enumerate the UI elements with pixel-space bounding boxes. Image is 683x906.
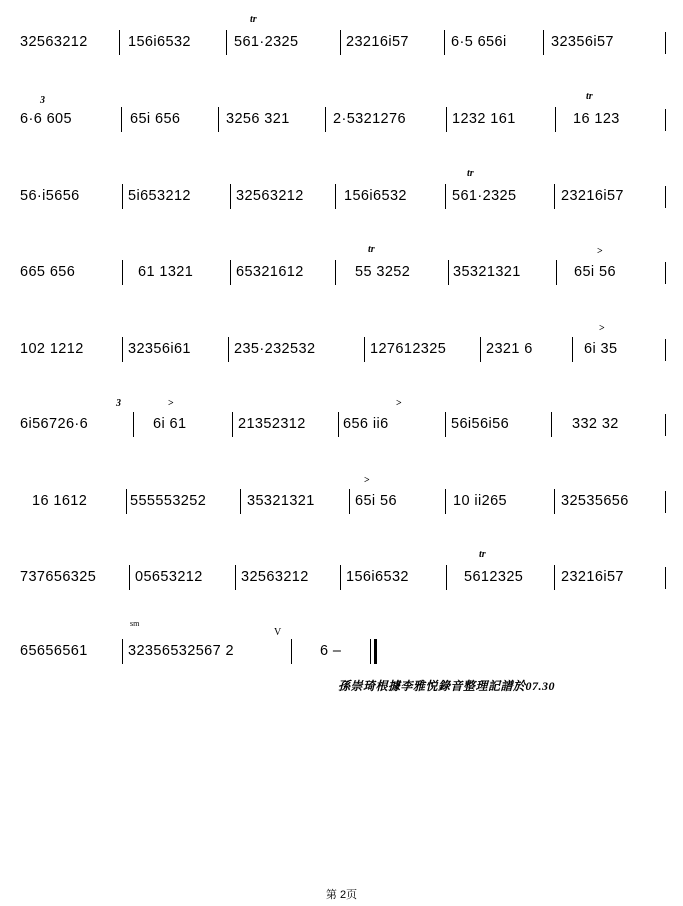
staff-line-1	[18, 14, 666, 58]
staff-line-4	[18, 244, 666, 288]
measure: 32356532567 2	[128, 643, 234, 659]
barline	[325, 107, 326, 132]
final-barline	[374, 639, 377, 664]
barline	[122, 639, 123, 664]
barline	[338, 412, 339, 437]
barline	[119, 30, 120, 55]
measure: 35321321	[453, 264, 521, 280]
barline	[572, 337, 573, 362]
barline	[230, 260, 231, 285]
barline	[340, 565, 341, 590]
measure: 156i6532	[346, 569, 409, 585]
measure: 32356i57	[551, 34, 614, 50]
measure: 23216i57	[561, 569, 624, 585]
line-end-barline	[665, 109, 666, 131]
staff-line-3	[18, 168, 666, 212]
measure: 32356i61	[128, 341, 191, 357]
triplet-mark: 3	[40, 95, 45, 106]
measure: 665 656	[20, 264, 76, 280]
barline	[554, 565, 555, 590]
measure: 5612325	[464, 569, 524, 585]
measure: 05653212	[135, 569, 203, 585]
barline	[448, 260, 449, 285]
measure: 65i 56	[355, 493, 397, 509]
line-end-barline	[665, 339, 666, 361]
measure: 16 1612	[32, 493, 88, 509]
barline	[240, 489, 241, 514]
trill-mark: tr	[368, 244, 375, 255]
staff-line-2	[18, 91, 666, 135]
measure: 156i6532	[344, 188, 407, 204]
measure: 235·232532	[234, 341, 316, 357]
barline	[554, 184, 555, 209]
barline	[122, 337, 123, 362]
breath-mark: V	[274, 627, 282, 638]
measure: 56·i5656	[20, 188, 80, 204]
barline	[445, 184, 446, 209]
accent-mark: >	[396, 398, 402, 409]
measure: 656 ii6	[343, 416, 389, 432]
measure: 6 –	[320, 643, 342, 659]
line-end-barline	[665, 186, 666, 208]
staff-line-8	[18, 549, 666, 593]
barline	[218, 107, 219, 132]
measure: 1232 161	[452, 111, 516, 127]
measure: 56i56i56	[451, 416, 510, 432]
measure: 6·6 605	[20, 111, 72, 127]
accent-mark: >	[364, 475, 370, 486]
barline	[480, 337, 481, 362]
measure: 16 123	[573, 111, 620, 127]
staff-line-9	[18, 619, 378, 667]
measure: 102 1212	[20, 341, 84, 357]
trill-mark: tr	[250, 14, 257, 25]
measure: 332 32	[572, 416, 619, 432]
barline	[445, 489, 446, 514]
barline	[340, 30, 341, 55]
barline	[349, 489, 350, 514]
barline	[230, 184, 231, 209]
transcriber-signature: 孫崇琦根據李雅悦錄音整理記譜於07.30	[338, 679, 556, 693]
barline	[446, 565, 447, 590]
measure: 10 ii265	[453, 493, 507, 509]
barline	[122, 260, 123, 285]
measure: 32563212	[20, 34, 88, 50]
measure: 3256 321	[226, 111, 290, 127]
accent-mark: >	[168, 398, 174, 409]
staff-line-7	[18, 475, 666, 517]
barline	[370, 639, 371, 664]
measure: 23216i57	[346, 34, 409, 50]
measure: 35321321	[247, 493, 315, 509]
measure: 32563212	[241, 569, 309, 585]
barline	[228, 337, 229, 362]
measure: 2·5321276	[333, 111, 406, 127]
barline	[226, 30, 227, 55]
measure: 156i6532	[128, 34, 191, 50]
measure: 555553252	[130, 493, 207, 509]
measure: 21352312	[238, 416, 306, 432]
measure: 65i 656	[130, 111, 181, 127]
measure: 65321612	[236, 264, 304, 280]
barline	[335, 184, 336, 209]
measure: 65656561	[20, 643, 88, 659]
measure: 2321 6	[486, 341, 533, 357]
barline	[364, 337, 365, 362]
measure: 65i 56	[574, 264, 616, 280]
accent-mark: >	[597, 246, 603, 257]
barline	[121, 107, 122, 132]
measure: 127612325	[370, 341, 447, 357]
line-end-barline	[665, 491, 666, 513]
measure: 23216i57	[561, 188, 624, 204]
barline	[232, 412, 233, 437]
barline	[235, 565, 236, 590]
staff-line-6	[18, 398, 666, 440]
triplet-mark: 3	[116, 398, 121, 409]
barline	[551, 412, 552, 437]
accent-mark: >	[599, 323, 605, 334]
trill-mark: tr	[467, 168, 474, 179]
staff-line-5	[18, 323, 666, 365]
measure: 737656325	[20, 569, 97, 585]
barline	[554, 489, 555, 514]
barline	[556, 260, 557, 285]
page-number: 第 2页	[325, 889, 358, 901]
barline	[129, 565, 130, 590]
trill-mark: tr	[479, 549, 486, 560]
barline	[133, 412, 134, 437]
barline	[446, 107, 447, 132]
barline	[445, 412, 446, 437]
line-end-barline	[665, 414, 666, 436]
measure: 6i 61	[153, 416, 187, 432]
measure: 6·5 656i	[451, 34, 507, 50]
measure: 32563212	[236, 188, 304, 204]
line-end-barline	[665, 567, 666, 589]
measure: 6i56726·6	[20, 416, 89, 432]
measure: 55 3252	[355, 264, 411, 280]
line-end-barline	[665, 32, 666, 54]
measure: 561·2325	[234, 34, 299, 50]
sm-mark: sm	[130, 619, 140, 628]
barline	[444, 30, 445, 55]
barline	[555, 107, 556, 132]
measure: 61 1321	[138, 264, 194, 280]
measure: 5i653212	[128, 188, 191, 204]
barline	[543, 30, 544, 55]
line-end-barline	[665, 262, 666, 284]
barline	[335, 260, 336, 285]
measure: 6i 35	[584, 341, 618, 357]
measure: 561·2325	[452, 188, 517, 204]
measure: 32535656	[561, 493, 629, 509]
trill-mark: tr	[586, 91, 593, 102]
barline	[126, 489, 127, 514]
barline	[291, 639, 292, 664]
barline	[122, 184, 123, 209]
